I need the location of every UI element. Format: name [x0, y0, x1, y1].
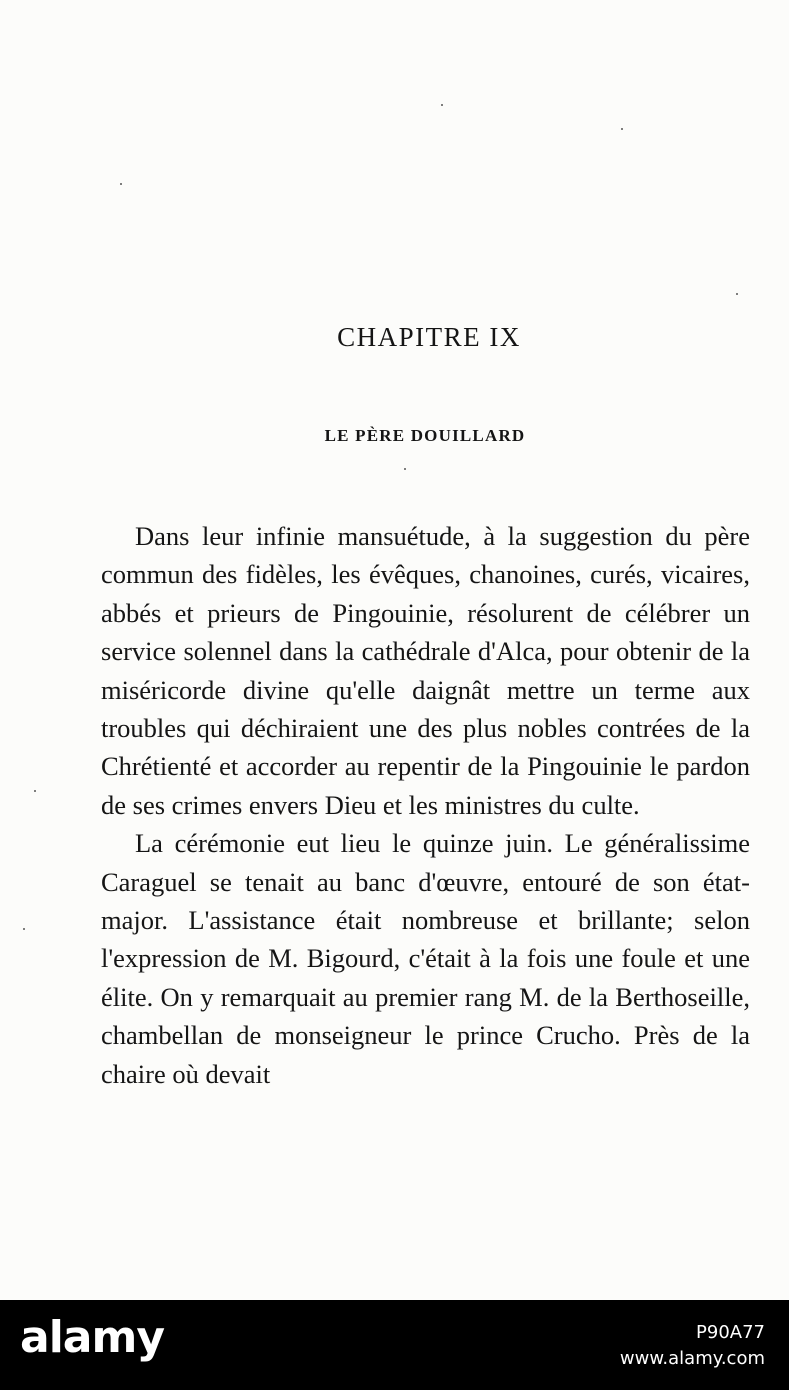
print-speck: [23, 928, 25, 930]
image-id: P90A77: [696, 1322, 765, 1343]
watermark-banner: [0, 1300, 789, 1390]
brand-logo: alamy: [20, 1312, 164, 1363]
print-speck: [120, 183, 122, 185]
print-speck: [34, 790, 36, 792]
print-speck: [736, 293, 738, 295]
print-speck: [441, 104, 443, 106]
chapter-subtitle: LE PÈRE DOUILLARD: [324, 426, 526, 445]
paragraph: La cérémonie eut lieu le quinze juin. Le généralissime Caraguel se tenait au banc d'œuvre, entouré de son état-major. L'assistance était nombreuse et brillante; selon l'expression de M. Bigourd, c'était à la fois une foule et une élite. On y remarquait au premier rang M. de la Berthoseille, chambellan de monseigneur le prince Crucho. Près de la chaire où devait: [101, 828, 750, 1089]
paragraph: Dans leur infinie mansuétude, à la suggestion du père commun des fidèles, les évêques, chanoines, curés, vicaires, abbés et prieurs de Pingouinie, résolurent de célébrer un service solennel dans la cathédrale d'Alca, pour obtenir de la miséricorde divine qu'elle daignât mettre un terme aux troubles qui déchiraient une des plus nobles contrées de la Chrétienté et accorder au repentir de la Pingouinie le pardon de ses crimes envers Dieu et les ministres du culte.: [101, 521, 750, 820]
print-speck: [404, 468, 406, 470]
body-text: [101, 517, 750, 1093]
site-url: www.alamy.com: [619, 1348, 765, 1369]
chapter-title: CHAPITRE IX: [337, 322, 521, 352]
print-speck: [621, 128, 623, 130]
